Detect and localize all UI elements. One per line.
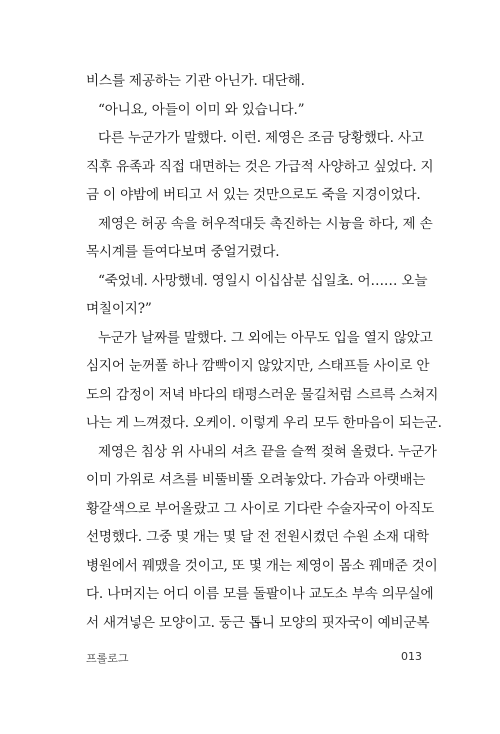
text-line: 도의 감정이 저녁 바다의 태평스러운 물길처럼 스르륵 스쳐지 (86, 386, 439, 403)
text-line: 이미 가위로 셔츠를 비뚤비뚤 오려놓았다. 가슴과 아랫배는 (86, 472, 426, 488)
text-line: 서 새겨넣은 모양이고. 둥근 톱니 모양의 핏자국이 예비군복 (86, 614, 430, 631)
text-line: 제영은 허공 속을 허우적대듯 촉진하는 시늉을 하다, 제 손 (98, 215, 433, 232)
text-line: 직후 유족과 직접 대면하는 것은 가급적 사양하고 싶었다. 지 (86, 158, 434, 175)
text-line: 비스를 제공하는 기관 아닌가. 대단해. (86, 73, 305, 89)
text-line: 누군가 날짜를 말했다. 그 외에는 아무도 입을 열지 않았고 (98, 329, 433, 346)
chapter-title: 프롤로그 (86, 652, 129, 665)
text-line: 나는 게 느껴졌다. 오케이. 이렇게 우리 모두 한마음이 되는군. (86, 415, 442, 431)
text-line: 황갈색으로 부어올랐고 그 사이로 기다란 수술자국이 아직도 (86, 500, 435, 517)
text-line: 심지어 눈꺼풀 하나 깜빡이지 않았지만, 스태프들 사이로 안 (86, 358, 430, 374)
text-line: 금 이 야밤에 버티고 서 있는 것만으로도 죽을 지경이었다. (86, 187, 421, 203)
text-line: 다른 누군가가 말했다. 이런. 제영은 조금 당황했다. 사고 (98, 130, 424, 146)
page-footer (86, 650, 422, 666)
text-line: 며칠이지?” (86, 301, 152, 317)
text-line: 다. 나머지는 어디 이름 모를 돌팔이나 교도소 부속 의무실에 (86, 586, 434, 602)
text-line: “아니요, 아들이 이미 와 있습니다.” (98, 101, 305, 118)
page-number: 013 (401, 650, 422, 663)
text-line: 선명했다. 그중 몇 개는 몇 달 전 전원시켰던 수원 소재 대학 (86, 529, 429, 545)
text-line: 병원에서 꿰맸을 것이고, 또 몇 개는 제영이 몸소 꿰매준 것이 (86, 557, 438, 574)
text-line: “죽었네. 사망했네. 영일시 이십삼분 십일초. 어…… 오늘 (98, 272, 428, 289)
text-line: 목시계를 들여다보며 중얼거렸다. (86, 244, 280, 260)
body-text (86, 67, 442, 637)
text-line: 제영은 침상 위 사내의 셔츠 끝을 슬쩍 젖혀 올렸다. 누군가 (98, 443, 437, 460)
